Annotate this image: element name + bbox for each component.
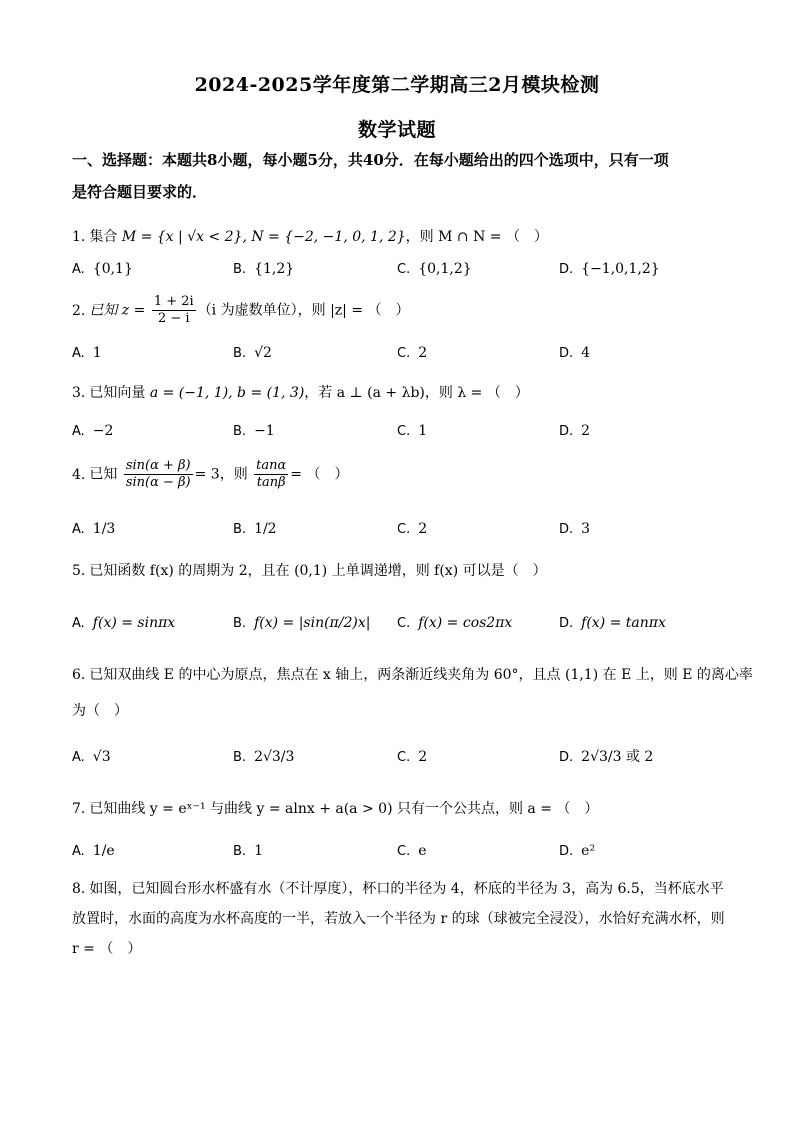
- fraction: $\frac{\tan\alpha}{\tan\beta}$: [256, 458, 287, 490]
- option-c[interactable]: C. 2: [397, 521, 428, 537]
- option-a[interactable]: A. 1: [72, 345, 102, 361]
- section-heading-line2: 是符合题目要求的．: [72, 183, 208, 201]
- option-c[interactable]: C. e: [397, 843, 427, 859]
- option-b[interactable]: B. −1: [233, 423, 275, 439]
- option-c[interactable]: C. 2: [397, 345, 428, 361]
- option-b[interactable]: B. 1/2: [233, 521, 277, 537]
- question-1: 1. 集合 M = {x | √x < 2}, N = {−2, −1, 0, 1, 2}，则 M ∩ N = （ ）: [72, 229, 548, 245]
- question-4: 4. 已知 $\frac{\sin(\alpha + \beta)}{\sin(\alpha - \beta)}$ = 3，则 $\frac{\tan\alpha}{\tan\beta}$ = （ ）: [72, 458, 349, 490]
- question-8: 8. 如图，已知圆台形水杯盛有水（不计厚度），杯口的半径为 4，杯底的半径为 3，高为 6.5，当杯底水平放置时，水面的高度为水杯高度的一半，若放入一个半径为 r 的球（球被完全浸没），水恰好充满水杯，则 r = （ ）: [72, 881, 725, 957]
- option-c[interactable]: C. 2: [397, 749, 428, 765]
- option-b[interactable]: B. 2√3/3: [233, 749, 295, 765]
- option-d[interactable]: D. 3: [559, 521, 591, 537]
- question-2: 2. 已知 z = $\frac{1 + 2i}{2 - i}$ （i 为虚数单位），则 |z| = （ ）: [72, 294, 410, 326]
- option-b[interactable]: B. {1,2}: [233, 261, 295, 277]
- option-a[interactable]: A. f(x) = sinπx: [72, 615, 176, 631]
- option-d[interactable]: D. {−1,0,1,2}: [559, 261, 660, 277]
- option-d[interactable]: D. 2: [559, 423, 591, 439]
- question-7: 7. 已知曲线 y = eˣ⁻¹ 与曲线 y = alnx + a(a > 0) 只有一个公共点，则 a = （ ）: [72, 801, 599, 817]
- option-d[interactable]: D. 2√3/3 或 2: [559, 749, 654, 765]
- question-6: 6. 已知双曲线 E 的中心为原点，焦点在 x 轴上，两条渐近线夹角为 60°，且点 (1,1) 在 E 上，则 E 的离心率: [72, 667, 753, 683]
- option-a[interactable]: A. 1/e: [72, 843, 115, 859]
- exam-subtitle: 数学试题: [357, 119, 436, 141]
- option-b[interactable]: B. √2: [233, 345, 272, 361]
- fraction: $\frac{1 + 2i}{2 - i}$: [153, 294, 194, 326]
- fraction: $\frac{\sin(\alpha + \beta)}{\sin(\alpha - \beta)}$: [125, 458, 191, 490]
- option-d[interactable]: D. 4: [559, 345, 591, 361]
- option-c[interactable]: C. f(x) = cos2πx: [397, 615, 513, 631]
- question-3: 3. 已知向量 a = (−1, 1), b = (1, 3)，若 a ⊥ (a + λb)，则 λ = （ ）: [72, 385, 529, 401]
- question-5: 5. 已知函数 f(x) 的周期为 2，且在 (0,1) 上单调递增，则 f(x) 可以是（ ）: [72, 563, 547, 579]
- option-b[interactable]: B. 1: [233, 843, 263, 859]
- option-d[interactable]: D. f(x) = tanπx: [559, 615, 666, 631]
- option-a[interactable]: A. 1/3: [72, 521, 116, 537]
- option-d[interactable]: D. e²: [559, 843, 596, 859]
- section-heading-line1: 一、选择题：本题共8小题，每小题5分，共40分．在每小题给出的四个选项中，只有一项: [72, 151, 669, 169]
- option-b[interactable]: B. f(x) = |sin(π/2)x|: [233, 615, 371, 631]
- exam-title: 2024-2025学年度第二学期高三2月模块检测: [194, 74, 600, 96]
- question-6-line2: 为（ ）: [72, 703, 128, 719]
- option-a[interactable]: A. √3: [72, 749, 111, 765]
- option-c[interactable]: C. 1: [397, 423, 428, 439]
- option-a[interactable]: A. {0,1}: [72, 261, 133, 277]
- option-c[interactable]: C. {0,1,2}: [397, 261, 472, 277]
- option-a[interactable]: A. −2: [72, 423, 114, 439]
